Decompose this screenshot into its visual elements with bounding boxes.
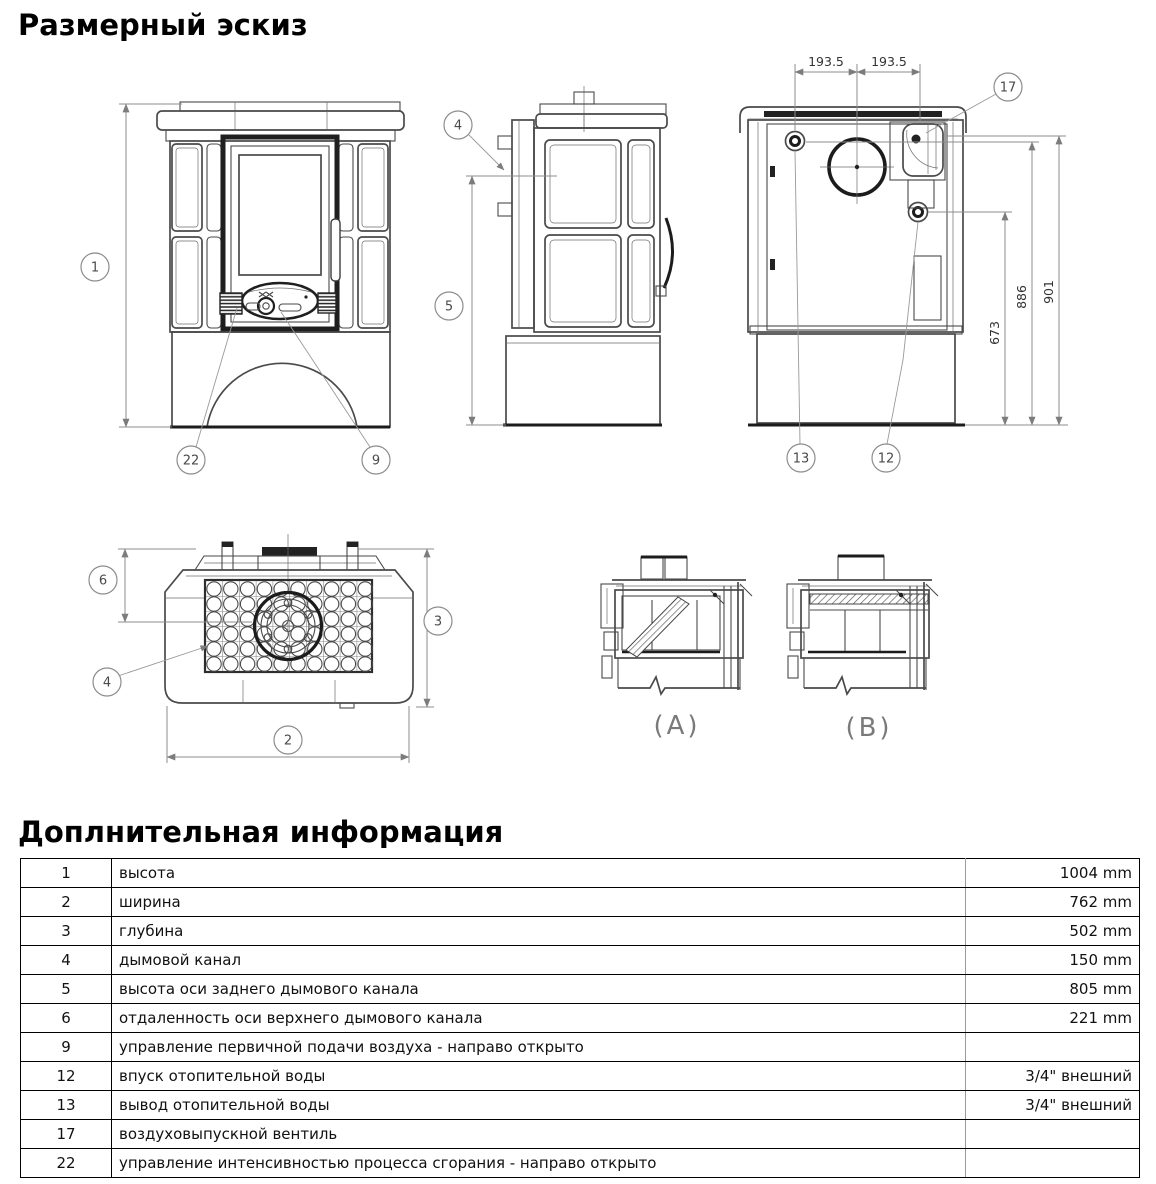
row-number: 6: [21, 1004, 112, 1033]
side-door-handle: [664, 218, 673, 288]
callout-4-side-label: 4: [453, 118, 463, 134]
side-view: [435, 86, 673, 425]
table-row: [21, 1120, 1140, 1149]
callout-12: [872, 444, 900, 472]
back-water-outlet-fitting: [786, 132, 805, 151]
callout-4-top-label: 4: [102, 675, 112, 691]
back-air-vent-valve: [890, 122, 945, 208]
table-row: [21, 1062, 1140, 1091]
row-name: управление первичной подачи воздуха - направо открыто: [112, 1033, 966, 1062]
row-value: [966, 1033, 1140, 1062]
front-door-handle: [331, 219, 340, 281]
side-tiles: [545, 140, 654, 327]
table-row: [21, 917, 1140, 946]
row-value: 150 mm: [966, 946, 1140, 975]
dim-right-886: [806, 142, 1039, 425]
front-vent-grille-left: [220, 293, 242, 314]
callout-1-label: 1: [90, 260, 100, 276]
row-number: 5: [21, 975, 112, 1004]
callout-22-label: 22: [182, 453, 200, 469]
front-base-arch: [207, 363, 357, 427]
section-b-break-line: [804, 677, 926, 694]
row-value: 1004 mm: [966, 859, 1140, 888]
row-name: впуск отопительной воды: [112, 1062, 966, 1091]
row-name: воздуховыпускной вентиль: [112, 1120, 966, 1149]
row-number: 3: [21, 917, 112, 946]
dim-886-label: 886: [1014, 285, 1029, 309]
page-title: Размерный эскиз: [18, 8, 308, 42]
section-a-label: (A): [653, 711, 701, 741]
section-b-label: (B): [845, 713, 893, 743]
callout-9: [362, 446, 390, 474]
row-name: ширина: [112, 888, 966, 917]
row-number: 9: [21, 1033, 112, 1062]
side-back-plate: [512, 120, 534, 328]
table-row: [21, 1033, 1140, 1062]
top-view: [89, 534, 452, 763]
callout-2-label: 2: [283, 733, 293, 749]
row-name: отдаленность оси верхнего дымового канала: [112, 1004, 966, 1033]
side-base: [506, 336, 660, 425]
back-base: [757, 334, 955, 423]
back-cap-band: [764, 111, 942, 117]
row-value: 3/4" внешний: [966, 1091, 1140, 1120]
table-row: [21, 1149, 1140, 1178]
row-name: глубина: [112, 917, 966, 946]
callout-1: [81, 253, 109, 281]
dim-901-label: 901: [1041, 280, 1056, 304]
callout-3: [424, 607, 452, 635]
front-door-glass: [239, 155, 321, 275]
side-cornice: [536, 114, 667, 128]
callout-5-label: 5: [444, 299, 454, 315]
row-value: 3/4" внешний: [966, 1062, 1140, 1091]
callout-12-label: 12: [877, 451, 895, 467]
callout-13-label: 13: [792, 451, 810, 467]
table-row: [21, 975, 1140, 1004]
back-flue-outlet: [820, 130, 894, 204]
row-value: 502 mm: [966, 917, 1140, 946]
row-name: управление интенсивностью процесса сгорания - направо открыто: [112, 1149, 966, 1178]
section-a-break-line: [618, 677, 740, 694]
callout-3-label: 3: [433, 614, 443, 630]
section-view-b: [787, 556, 938, 743]
front-base: [172, 332, 390, 427]
front-view: [81, 102, 404, 474]
row-number: 22: [21, 1149, 112, 1178]
callout-17: [994, 73, 1022, 101]
front-top-slab: [180, 102, 400, 111]
row-number: 4: [21, 946, 112, 975]
callout-9-label: 9: [371, 453, 381, 469]
callout-13: [787, 444, 815, 472]
section-view-a: [601, 557, 752, 741]
row-name: высота оси заднего дымового канала: [112, 975, 966, 1004]
front-cornice: [157, 111, 404, 130]
back-water-inlet-fitting: [909, 203, 928, 222]
front-vent-grille-right: [318, 293, 336, 313]
row-number: 13: [21, 1091, 112, 1120]
table-row: [21, 1004, 1140, 1033]
top-body-outline: [165, 570, 413, 703]
back-view: [740, 54, 1068, 472]
row-value: 221 mm: [966, 1004, 1140, 1033]
row-value: [966, 1120, 1140, 1149]
dim-193-right-label: 193.5: [871, 54, 907, 69]
table-row: [21, 859, 1140, 888]
row-number: 2: [21, 888, 112, 917]
row-number: 17: [21, 1120, 112, 1149]
dim-193-left-label: 193.5: [808, 54, 844, 69]
callout-22: [177, 446, 205, 474]
row-value: [966, 1149, 1140, 1178]
back-junction-box: [914, 256, 941, 320]
dim-right-901: [946, 136, 1066, 425]
dim-673-label: 673: [987, 321, 1002, 345]
side-smoke-connector-lower: [498, 203, 512, 216]
side-body: [534, 128, 660, 332]
row-number: 1: [21, 859, 112, 888]
table-row: [21, 888, 1140, 917]
row-value: 805 mm: [966, 975, 1140, 1004]
row-value: 762 mm: [966, 888, 1140, 917]
table-row: [21, 946, 1140, 975]
callout-5: [435, 292, 463, 320]
front-control-panel: [220, 283, 336, 319]
info-section-title: Доплнительная информация: [18, 815, 504, 849]
section-a-baffle: [626, 597, 689, 657]
row-name: высота: [112, 859, 966, 888]
callout-17-label: 17: [999, 80, 1017, 96]
row-name: вывод отопительной воды: [112, 1091, 966, 1120]
callout-4-top: [93, 668, 121, 696]
callout-6: [89, 566, 117, 594]
callout-4-side: [444, 111, 472, 139]
top-flue-collar: [262, 547, 317, 556]
additional-info-table: [20, 858, 1140, 1178]
table-row: [21, 1091, 1140, 1120]
row-name: дымовой канал: [112, 946, 966, 975]
callout-2: [274, 726, 302, 754]
side-smoke-connector-upper: [498, 136, 512, 149]
callout-6-label: 6: [98, 573, 108, 589]
back-body: [748, 120, 963, 332]
row-number: 12: [21, 1062, 112, 1091]
